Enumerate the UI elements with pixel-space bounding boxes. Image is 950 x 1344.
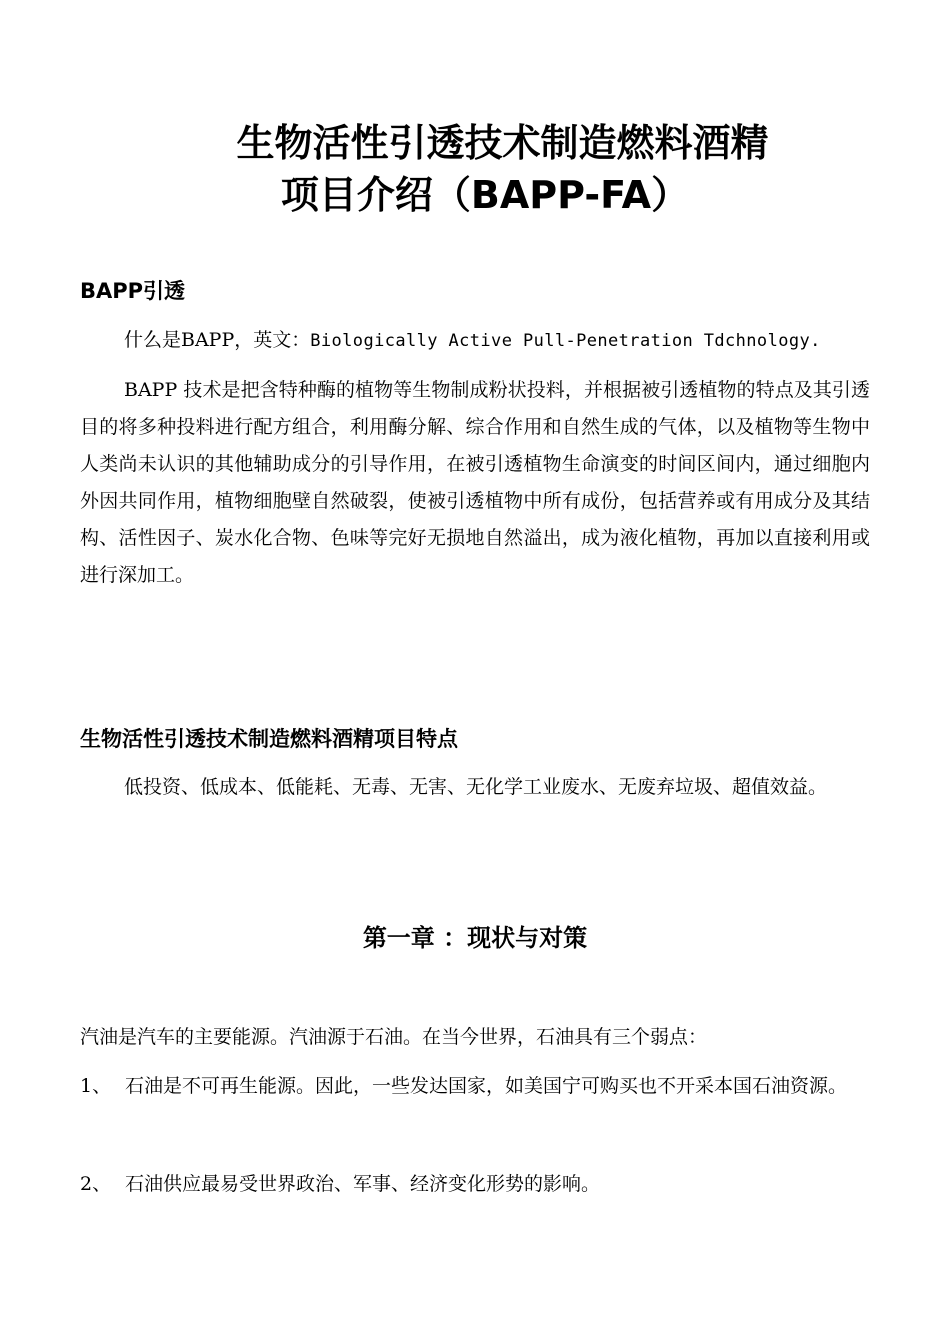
- list-item-text: 石油供应最易受世界政治、军事、经济变化形势的影响。: [125, 1173, 601, 1195]
- document-title-line1: 生物活性引透技术制造燃料酒精: [236, 121, 769, 165]
- list-item-number: 2、: [80, 1173, 112, 1195]
- list-item: [80, 1166, 870, 1203]
- list-item: [80, 1068, 870, 1105]
- features-paragraph: 低投资、低成本、低能耗、无毒、无害、无化学工业废水、无废弃垃圾、超值效益。: [124, 776, 828, 798]
- bapp-description-paragraph: BAPP 技术是把含特种酶的植物等生物制成粉状投料，并根据被引透植物的特点及其引透目的将多种投料进行配方组合，利用酶分解、综合作用和自然生成的气体，以及植物等生物中人类尚未认识的其他辅助成分的引导作用，在被引透植物生命演变的时间区间内，通过细胞内外因共同作用，植物细胞壁自然破裂，使被引透植物中所有成份，包括营养或有用成分及其结构、活性因子、炭水化合物、色味等完好无损地自然溢出，成为液化植物，再加以直接利用或进行深加工。: [80, 379, 870, 586]
- chapter-title: 第一章 ：现状与对策: [362, 924, 588, 952]
- section-heading-features: 生物活性引透技术制造燃料酒精项目特点: [80, 727, 458, 751]
- bapp-english-name: Biologically Active Pull-Penetration Tdchnology.: [310, 331, 821, 351]
- document-title-line2: 项目介绍（BAPP-FA）: [280, 173, 690, 217]
- bapp-intro-prefix: 什么是BAPP，英文：: [124, 329, 311, 351]
- list-item-text: 石油是不可再生能源。因此，一些发达国家，如美国宁可购买也不开采本国石油资源。: [125, 1075, 848, 1097]
- section-heading-bapp: BAPP引透: [80, 279, 186, 303]
- chapter-intro-paragraph: 汽油是汽车的主要能源。汽油源于石油。在当今世界，石油具有三个弱点：: [80, 1026, 708, 1048]
- list-item-number: 1、: [80, 1075, 112, 1097]
- bapp-intro-paragraph: [80, 322, 870, 360]
